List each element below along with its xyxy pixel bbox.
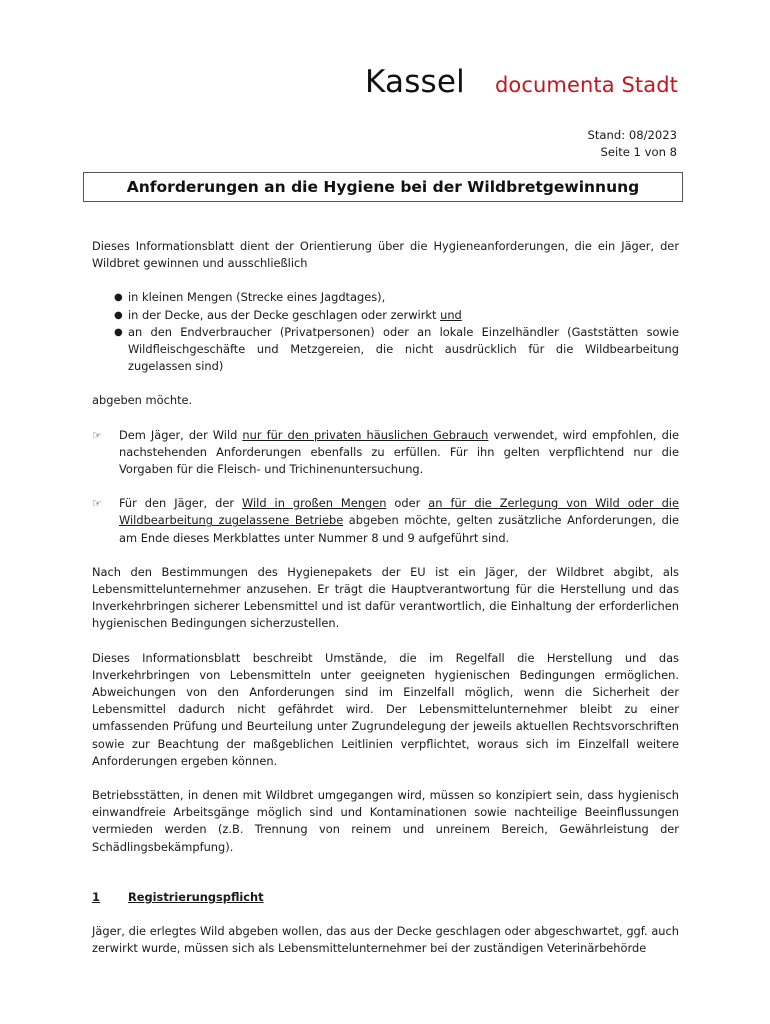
note-underlined: nur für den privaten häuslichen Gebrauch	[242, 427, 489, 442]
list-item-underlined: und	[440, 307, 462, 322]
note-text: abgeben möchte, gelten zusätzliche Anforderungen, die am Ende dieses Merkblattes unter Nummer 8 und 9 aufgeführt sind.	[119, 513, 680, 545]
bullet-dot-icon: ●	[114, 326, 123, 338]
note-text: Dem Jäger, der Wild	[119, 427, 243, 442]
conditions-list	[92, 289, 679, 375]
document-meta	[588, 127, 677, 161]
note-large-quantities	[92, 495, 679, 547]
body-paragraph: Betriebsstätten, in denen mit Wildbret umgegangen wird, müssen so konzipiert sein, dass hygienisch einwandfreie Arbeitsgänge möglich sind und Kontaminationen sowie nachteilige Beeinflussungen vermieden werden (z.B. Trennung von reinem und unreinem Bereich, Gewährleistung der Schädlingsbekämpfung).	[92, 788, 679, 854]
page-number: Seite 1 von 8	[600, 145, 677, 159]
document-title: Anforderungen an die Hygiene bei der Wildbretgewinnung	[126, 178, 640, 196]
note-underlined: Wild in großen Mengen	[242, 496, 387, 511]
note-text: verwendet, wird empfohlen, die nachstehenden Anforderungen ebenfalls zu erfüllen. Für ihn gelten verpflichtend nur die Vorgaben für die Fleisch- und Trichinenuntersuchung.	[119, 427, 679, 477]
bullet-dot-icon: ●	[114, 309, 123, 321]
bullet-dot-icon: ●	[114, 292, 123, 304]
note-text: Für den Jäger, der	[119, 496, 242, 511]
section-heading	[92, 889, 679, 906]
after-list-text: abgeben möchte.	[92, 393, 193, 408]
list-item	[114, 307, 679, 324]
section-title: Registrierungspflicht	[128, 889, 264, 904]
city-logo	[365, 64, 678, 100]
logo-documenta-text: documenta Stadt	[495, 73, 678, 97]
list-item-text: an den Endverbraucher (Privatpersonen) oder an lokale Einzelhändler (Gaststätten sowie Wildfleischgeschäfte und Metzgereien, die nicht ausdrücklich für die Wildbearbeitung zugelassen sind)	[128, 324, 679, 374]
list-item	[114, 289, 679, 306]
note-text: oder	[386, 496, 429, 511]
list-item-text: in kleinen Mengen (Strecke eines Jagdtages),	[128, 290, 386, 305]
list-item-text: in der Decke, aus der Decke geschlagen oder zerwirkt	[128, 307, 441, 322]
pointing-hand-icon: ☞	[92, 497, 102, 511]
section-number: 1	[92, 889, 100, 904]
note-private-use	[92, 427, 679, 479]
document-body	[92, 238, 679, 975]
body-paragraph: Nach den Bestimmungen des Hygienepakets der EU ist ein Jäger, der Wildbret abgibt, als Lebensmittelunternehmer anzusehen. Er trägt die Hauptverantwortung für die Herstellung und das Inverkehrbringen sicherer Lebensmittel und ist dafür verantwortlich, die Einhaltung der erforderlichen hygienischen Bedingungen sicherzustellen.	[92, 564, 679, 631]
stand-date: Stand: 08/2023	[587, 128, 677, 142]
note-underlined: an für die Zerlegung von Wild oder die Wildbearbeitung zugelassene Betriebe	[119, 496, 679, 528]
intro-paragraph: Dieses Informationsblatt dient der Orientierung über die Hygieneanforderungen, die ein Jäger, der Wildbret gewinnen und ausschließlich	[92, 239, 679, 271]
section-paragraph: Jäger, die erlegtes Wild abgeben wollen, das aus der Decke geschlagen oder abgeschwartet, ggf. auch zerwirkt wurde, müssen sich als Lebensmittelunternehmer bei der zuständigen Veterinärbehörde	[92, 924, 679, 956]
list-item	[114, 324, 679, 376]
pointing-hand-icon: ☞	[92, 428, 102, 442]
body-paragraph: Dieses Informationsblatt beschreibt Umstände, die im Regelfall die Herstellung und das Inverkehrbringen von Lebensmitteln unter geeigneten hygienischen Bedingungen ermöglichen. Abweichungen von den Anforderungen sind im Einzelfall möglich, wenn die Sicherheit der Lebensmittel dadurch nicht gefährdet wird. Der Lebensmittelunternehmer bleibt zu einer umfassenden Prüfung und Beurteilung unter Zugrundelegung der jeweils aktuellen Rechtsvorschriften sowie zur Beachtung der maßgeblichen Leitlinien verpflichtet, woraus sich im Einzelfall weitere Anforderungen ergeben können.	[92, 650, 679, 768]
logo-kassel-text: Kassel	[365, 64, 465, 100]
title-box	[83, 172, 683, 202]
